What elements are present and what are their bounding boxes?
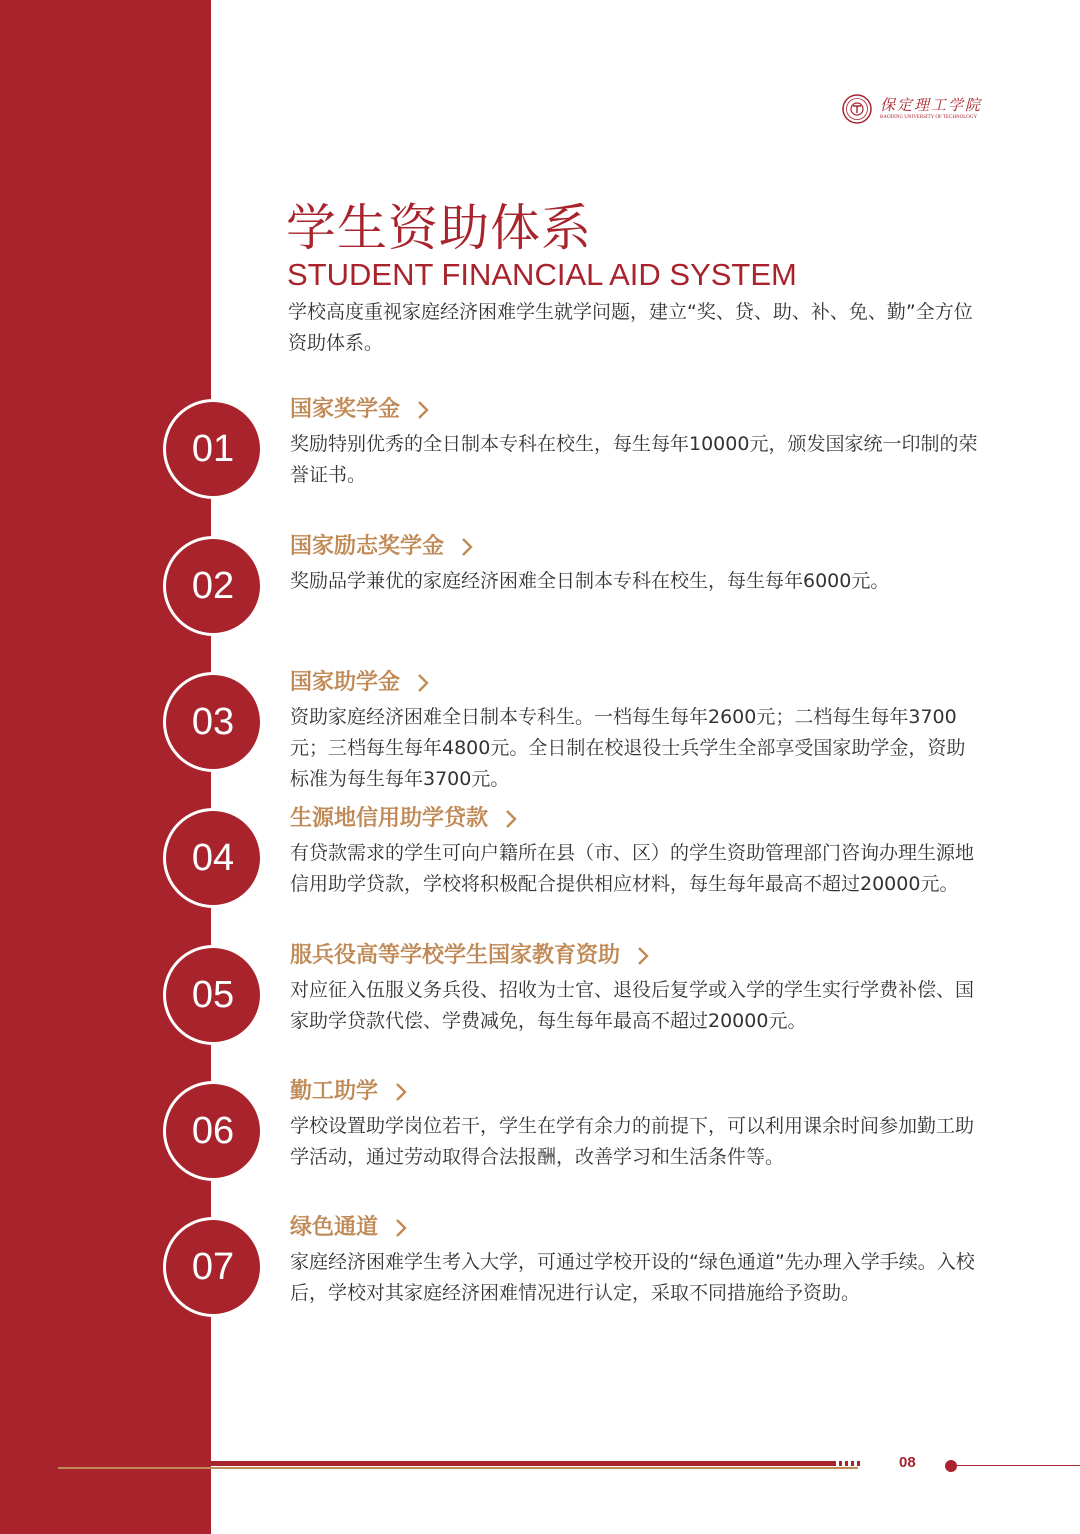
item-heading bbox=[290, 941, 654, 971]
page-title-cn: 学生资助体系 bbox=[286, 199, 592, 257]
item-number-badge: 04 bbox=[163, 808, 263, 908]
chevron-right-icon bbox=[500, 808, 522, 830]
page-title-en: STUDENT FINANCIAL AID SYSTEM bbox=[287, 257, 797, 292]
page-dot-icon bbox=[945, 1460, 957, 1472]
item-heading bbox=[290, 804, 522, 834]
item-heading bbox=[290, 1213, 412, 1243]
page-number: 08 bbox=[899, 1454, 916, 1471]
logo-text bbox=[880, 97, 982, 121]
item-heading bbox=[290, 668, 434, 698]
item-description: 学校设置助学岗位若干，学生在学有余力的前提下，可以利用课余时间参加勤工助学活动，通过劳动取得合法报酬，改善学习和生活条件等。 bbox=[290, 1115, 975, 1168]
item-heading-text: 勤工助学 bbox=[290, 1079, 379, 1104]
item-number-badge: 01 bbox=[163, 399, 263, 499]
item-number-badge: 05 bbox=[163, 945, 263, 1045]
item-description: 对应征入伍服义务兵役、招收为士官、退役后复学或入学的学生实行学费补偿、国家助学贷款代偿、学费减免，每生每年最高不超过20000元。 bbox=[290, 979, 975, 1032]
item-description: 有贷款需求的学生可向户籍所在县（市、区）的学生资助管理部门咨询办理生源地信用助学贷款，学校将积极配合提供相应材料，每生每年最高不超过20000元。 bbox=[290, 842, 975, 895]
item-heading-text: 绿色通道 bbox=[290, 1215, 379, 1240]
university-seal-icon bbox=[842, 94, 872, 124]
item-number-badge: 02 bbox=[163, 536, 263, 636]
aid-item bbox=[0, 399, 1080, 529]
item-heading bbox=[290, 395, 434, 425]
item-description: 奖励特别优秀的全日制本专科在校生，每生每年10000元，颁发国家统一印制的荣誉证书。 bbox=[290, 433, 978, 486]
chevron-right-icon bbox=[412, 672, 434, 694]
item-heading bbox=[290, 1077, 412, 1107]
item-description: 奖励品学兼优的家庭经济困难全日制本专科在校生，每生每年6000元。 bbox=[290, 570, 890, 592]
chevron-right-icon bbox=[632, 945, 654, 967]
item-heading-text: 国家助学金 bbox=[290, 670, 401, 695]
logo-name-en: BAODING UNIVERSITY OF TECHNOLOGY bbox=[880, 115, 978, 120]
chevron-right-icon bbox=[456, 536, 478, 558]
footer-hatch-mark bbox=[836, 1461, 862, 1466]
footer-gold-line bbox=[58, 1467, 858, 1469]
item-heading-text: 生源地信用助学贷款 bbox=[290, 806, 489, 831]
aid-item bbox=[0, 1081, 1080, 1211]
item-description: 家庭经济困难学生考入大学，可通过学校开设的“绿色通道”先办理入学手续。入校后，学校对其家庭经济困难情况进行认定，采取不同措施给予资助。 bbox=[290, 1251, 975, 1304]
item-description: 资助家庭经济困难全日制本专科生。一档每生每年2600元；二档每生每年3700元；三档每生每年4800元。全日制在校退役士兵学生全部享受国家助学金，资助标准为每生每年3700元。 bbox=[290, 706, 966, 790]
university-logo bbox=[842, 92, 992, 126]
item-heading bbox=[290, 532, 478, 562]
item-number-badge: 07 bbox=[163, 1217, 263, 1317]
chevron-right-icon bbox=[390, 1217, 412, 1239]
footer-red-bar bbox=[211, 1461, 861, 1466]
aid-item bbox=[0, 672, 1080, 802]
aid-item bbox=[0, 945, 1080, 1075]
aid-item bbox=[0, 536, 1080, 666]
page-rule-line bbox=[955, 1465, 1080, 1466]
aid-item bbox=[0, 808, 1080, 938]
aid-item bbox=[0, 1217, 1080, 1347]
intro-paragraph: 学校高度重视家庭经济困难学生就学问题，建立“奖、贷、助、补、免、勤”全方位资助体系。 bbox=[288, 301, 973, 354]
logo-name-cn: 保定理工学院 bbox=[880, 96, 983, 114]
chevron-right-icon bbox=[390, 1081, 412, 1103]
item-number-badge: 06 bbox=[163, 1081, 263, 1181]
item-heading-text: 国家奖学金 bbox=[290, 397, 401, 422]
item-heading-text: 国家励志奖学金 bbox=[290, 534, 445, 559]
item-number-badge: 03 bbox=[163, 672, 263, 772]
item-heading-text: 服兵役高等学校学生国家教育资助 bbox=[290, 943, 621, 968]
chevron-right-icon bbox=[412, 399, 434, 421]
